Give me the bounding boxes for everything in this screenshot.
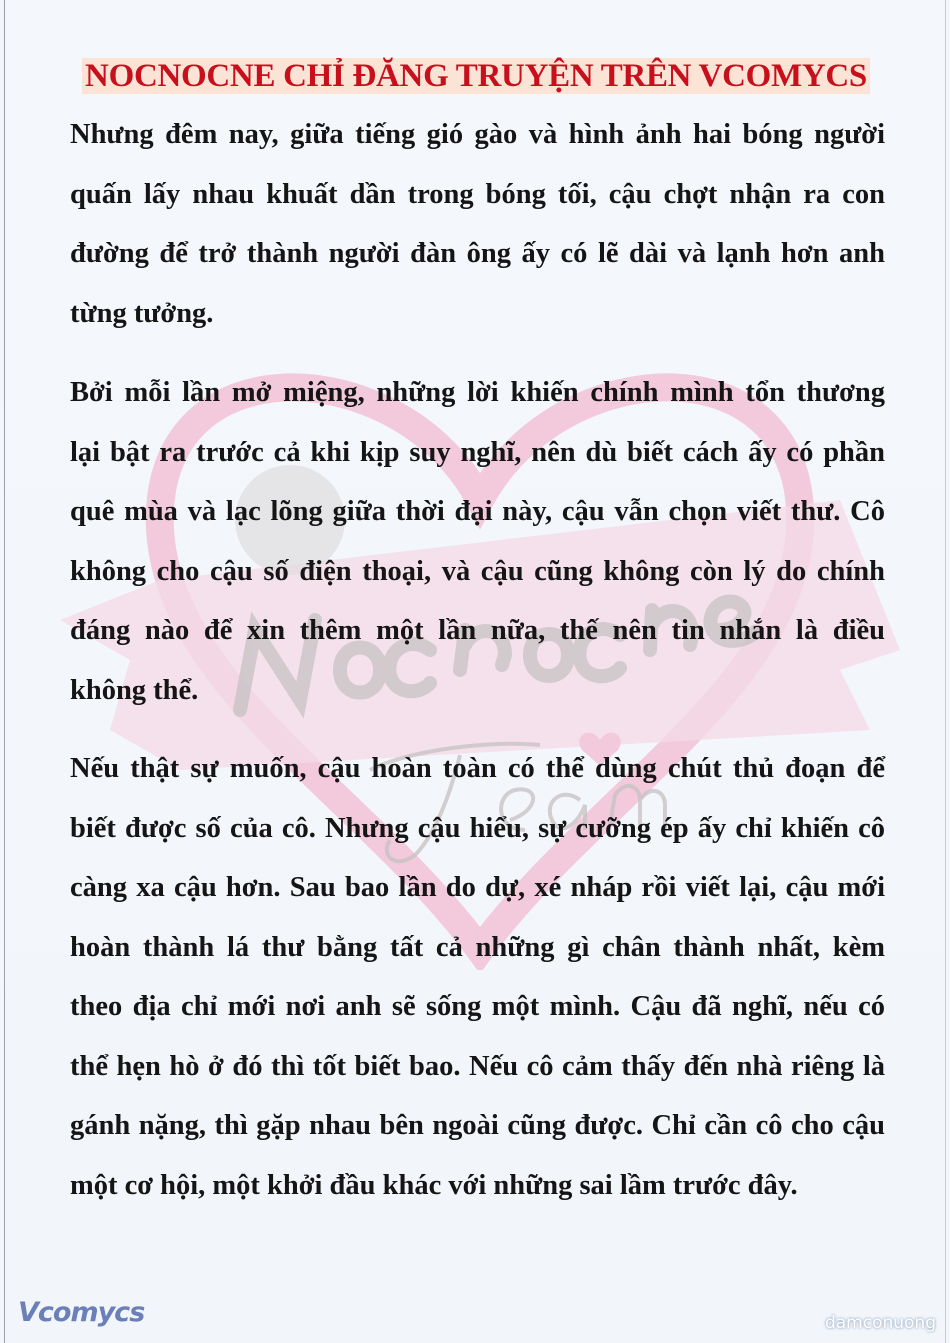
page-title: NOCNOCNE CHỈ ĐĂNG TRUYỆN TRÊN VCOMYCS [82, 58, 870, 94]
text-line: quê mùa và lạc lõng giữa thời đại này, cậu vẫn chọn viết thư. Cô [70, 496, 885, 527]
text-line: hoàn thành lá thư bằng tất cả những gì chân thành nhất, kèm [70, 931, 885, 963]
text-line: từng tưởng. [70, 297, 214, 329]
paragraph-3 [70, 739, 885, 1215]
text-line: càng xa cậu hơn. Sau bao lần do dự, xé nháp rồi viết lại, cậu mới [70, 872, 885, 903]
text-line: không cho cậu số điện thoại, và cậu cũng không còn lý do chính [70, 555, 885, 587]
text-line: lại bật ra trước cả khi kịp suy nghĩ, nên dù biết cách ấy có phần [70, 436, 885, 468]
text-line: thể hẹn hò ở đó thì tốt biết bao. Nếu cô cảm thấy đến nhà riêng là [70, 1050, 885, 1082]
text-line: đường để trở thành người đàn ông ấy có lẽ dài và lạnh hơn anh [70, 238, 885, 269]
text-line: đáng nào để xin thêm một lần nữa, thế nên tin nhắn là điều [70, 615, 885, 646]
text-line: theo địa chỉ mới nơi anh sẽ sống một mình. Cậu đã nghĩ, nếu có [70, 991, 885, 1022]
text-line: quấn lấy nhau khuất dần trong bóng tối, cậu chợt nhận ra con [70, 178, 885, 210]
text-line: biết được số của cô. Nhưng cậu hiểu, sự cưỡng ép ấy chỉ khiến cô [70, 812, 885, 844]
text-line: một cơ hội, một khởi đầu khác với những sai lầm trước đây. [70, 1169, 798, 1201]
text-line: Nếu thật sự muốn, cậu hoàn toàn có thể dùng chút thủ đoạn để [70, 753, 885, 784]
paragraph-2 [70, 363, 885, 720]
vcomycs-logo: Vcomycs [18, 1297, 145, 1328]
paragraph-1 [70, 105, 885, 343]
text-line: không thể. [70, 674, 199, 706]
text-line: gánh nặng, thì gặp nhau bên ngoài cũng được. Chỉ cần cô cho cậu [70, 1110, 885, 1141]
text-line: Nhưng đêm nay, giữa tiếng gió gào và hình ảnh hai bóng người [70, 119, 885, 150]
credit-watermark: damconuong [824, 1313, 936, 1333]
text-line: Bởi mỗi lần mở miệng, những lời khiến chính mình tổn thương [70, 377, 885, 408]
